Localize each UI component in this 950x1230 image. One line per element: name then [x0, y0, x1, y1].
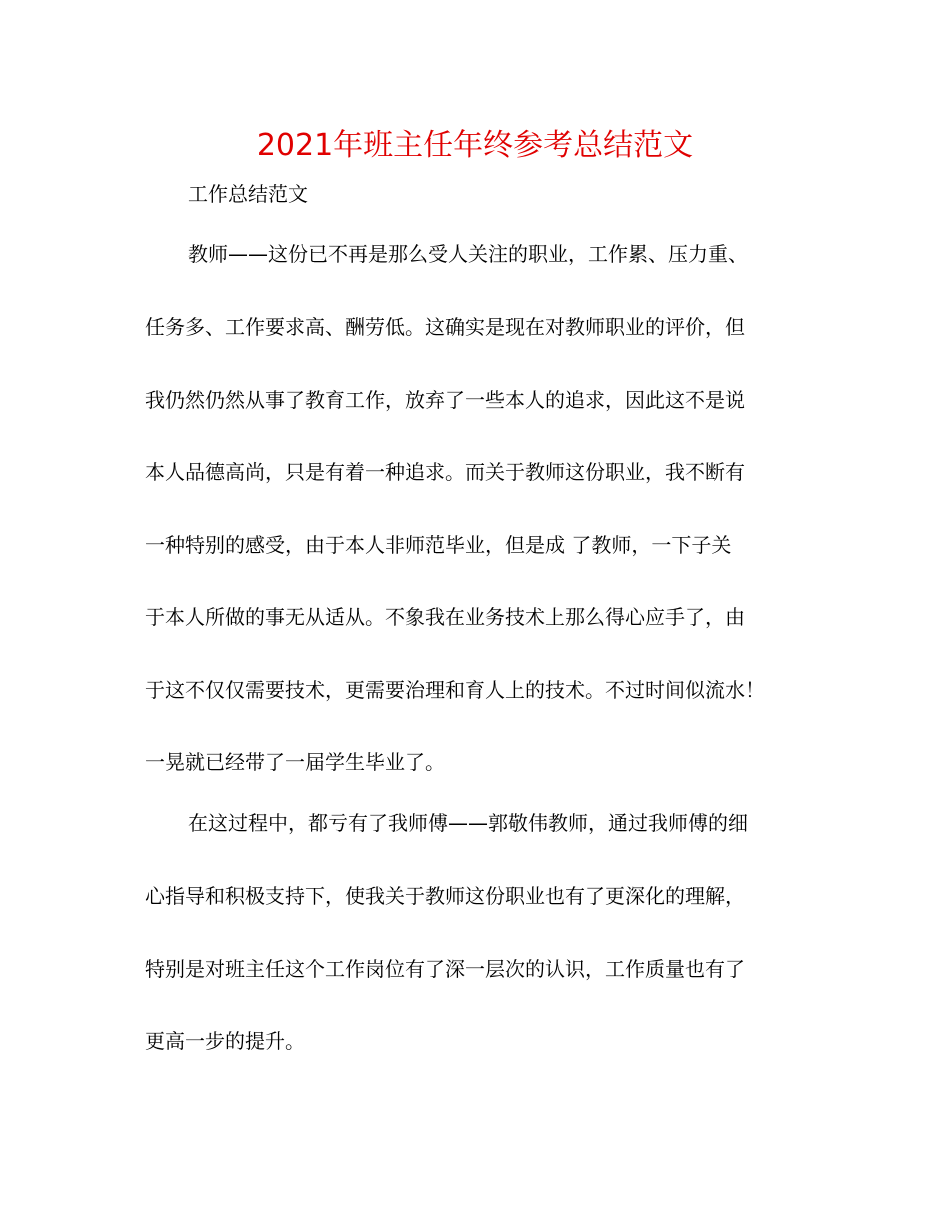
paragraph-line: 在这过程中，都亏有了我师傅——郭敬伟教师，通过我师傅的细	[188, 811, 748, 835]
paragraph-line: 于这不仅仅需要技术，更需要治理和育人上的技术。不过时间似流水！	[145, 678, 765, 702]
paragraph-line: 一晃就已经带了一届学生毕业了。	[145, 750, 445, 774]
paragraph-line: 心指导和积极支持下，使我关于教师这份职业也有了更深化的理解，	[145, 884, 745, 908]
paragraph-line: 特别是对班主任这个工作岗位有了深一层次的认识，工作质量也有了	[145, 957, 745, 981]
paragraph-line: 更高一步的提升。	[145, 1029, 305, 1053]
paragraph-line: 本人品德高尚，只是有着一种追求。而关于教师这份职业，我不断有	[145, 460, 745, 484]
paragraph-line: 教师——这份已不再是那么受人关注的职业，工作累、压力重、	[188, 242, 748, 266]
page-title: 2021年班主任年终参考总结范文	[256, 128, 694, 163]
paragraph-line: 于本人所做的事无从适从。不象我在业务技术上那么得心应手了，由	[145, 605, 745, 629]
paragraph-line: 任务多、工作要求高、酬劳低。这确实是现在对教师职业的评价，但	[145, 315, 745, 339]
subtitle: 工作总结范文	[188, 182, 308, 206]
paragraph-line: 一种特别的感受，由于本人非师范毕业，但是成 了教师，一下子关	[145, 533, 732, 557]
paragraph-line: 我仍然仍然从事了教育工作，放弃了一些本人的追求，因此这不是说	[145, 388, 745, 412]
